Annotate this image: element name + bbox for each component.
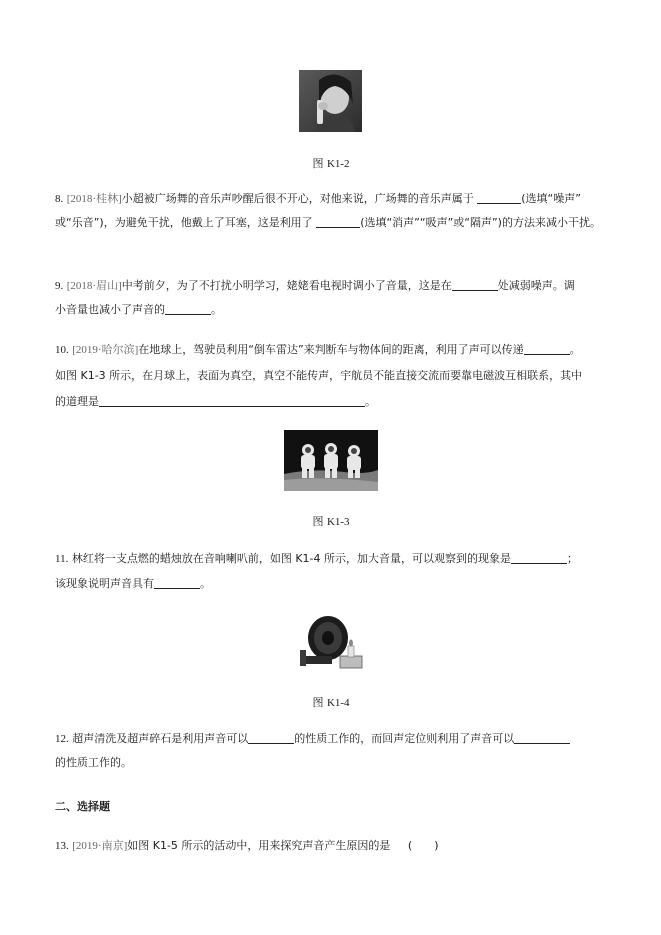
answer-blank[interactable]	[316, 216, 360, 228]
question-source: [2018·眉山]	[66, 280, 122, 292]
caption-prefix: 图	[312, 696, 324, 709]
question-number: 12.	[55, 733, 69, 745]
answer-blank[interactable]	[524, 343, 570, 355]
figure-k1-3-photo	[284, 430, 378, 491]
question-number: 8.	[55, 193, 64, 205]
caption-prefix: 图	[312, 515, 324, 528]
question-text: 如图 K1-5 所示的活动中，用来探究声音产生原因的是	[127, 839, 391, 852]
question-text: 或“乐音”)，为避免干扰，他戴上了耳塞，这是利用了	[55, 216, 313, 229]
question-source: [2019·哈尔滨]	[72, 344, 139, 356]
question-text: (选填“消声”“吸声”或“隔声”)的方法来减小干扰。	[360, 216, 601, 229]
question-10-line-1	[55, 343, 581, 357]
caption-id: K1-2	[326, 158, 350, 170]
question-8-line-2	[55, 216, 601, 230]
question-9-line-1	[55, 279, 575, 293]
figure-caption	[231, 513, 431, 529]
question-text: 处减弱噪声。调	[497, 279, 575, 292]
question-number: 9.	[55, 280, 64, 292]
question-source: [2019·南京]	[72, 840, 128, 852]
answer-blank[interactable]	[452, 279, 498, 291]
answer-blank[interactable]	[477, 192, 521, 204]
caption-id: K1-4	[326, 697, 350, 709]
answer-blank[interactable]	[154, 577, 200, 589]
question-10-line-3	[55, 395, 376, 409]
question-text: 。	[200, 577, 211, 590]
answer-blank[interactable]	[514, 732, 570, 744]
figure-caption	[231, 155, 431, 171]
question-11-line-1	[55, 552, 578, 566]
question-text: 林红将一支点燃的蜡烛放在音响喇叭前，如图 K1-4 所示，加大音量，可以观察到的现象是	[71, 552, 512, 565]
question-text: 中考前夕，为了不打扰小明学习，姥姥看电视时调小了音量，这是在	[121, 279, 452, 292]
question-text: 如图 K1-3 所示，在月球上，表面为真空，真空不能传声，宇航员不能直接交流而要靠电磁波互相联系，其中	[55, 369, 583, 382]
question-text: 。	[365, 395, 376, 408]
question-10-line-2	[55, 369, 582, 383]
question-text: (选填“噪声”	[521, 192, 581, 205]
caption-id: K1-3	[326, 516, 350, 528]
question-number: 13.	[55, 840, 69, 852]
question-13-line-1	[55, 839, 439, 853]
question-text: 小音量也减小了声音的	[55, 303, 165, 316]
question-text: 的性质工作的。	[55, 756, 132, 769]
figure-k1-2-photo	[299, 70, 362, 132]
question-text: 的性质工作的，而回声定位则利用了声音可以	[294, 732, 515, 745]
question-9-line-2	[55, 303, 222, 317]
question-text: ；	[567, 552, 579, 565]
question-number: 11.	[55, 553, 69, 565]
question-number: 10.	[55, 344, 69, 356]
question-11-line-2	[55, 577, 211, 591]
question-12-line-1	[55, 732, 570, 746]
question-source: [2018·桂林]	[66, 193, 122, 205]
question-8-line-1	[55, 192, 581, 206]
answer-blank[interactable]	[511, 552, 567, 564]
answer-bracket[interactable]: ( )	[407, 839, 439, 852]
caption-prefix: 图	[312, 157, 324, 170]
section-heading: 二、选择题	[55, 800, 110, 813]
answer-blank[interactable]	[99, 395, 365, 407]
question-text: 该现象说明声音具有	[55, 577, 154, 590]
question-text: 。	[211, 303, 222, 316]
question-text: 的道理是	[55, 395, 99, 408]
figure-k1-4-photo	[298, 612, 366, 674]
question-text: 。	[569, 343, 581, 356]
answer-blank[interactable]	[248, 732, 294, 744]
question-text: 小超被广场舞的音乐声吵醒后很不开心，对他来说，广场舞的音乐声属于	[121, 192, 474, 205]
question-12-line-2	[55, 756, 132, 770]
question-text: 在地球上，驾驶员利用“倒车雷达”来判断车与物体间的距离，利用了声可以传递	[138, 343, 524, 356]
figure-caption	[231, 694, 431, 710]
answer-blank[interactable]	[165, 303, 211, 315]
question-text: 超声清洗及超声碎石是利用声音可以	[72, 732, 249, 745]
